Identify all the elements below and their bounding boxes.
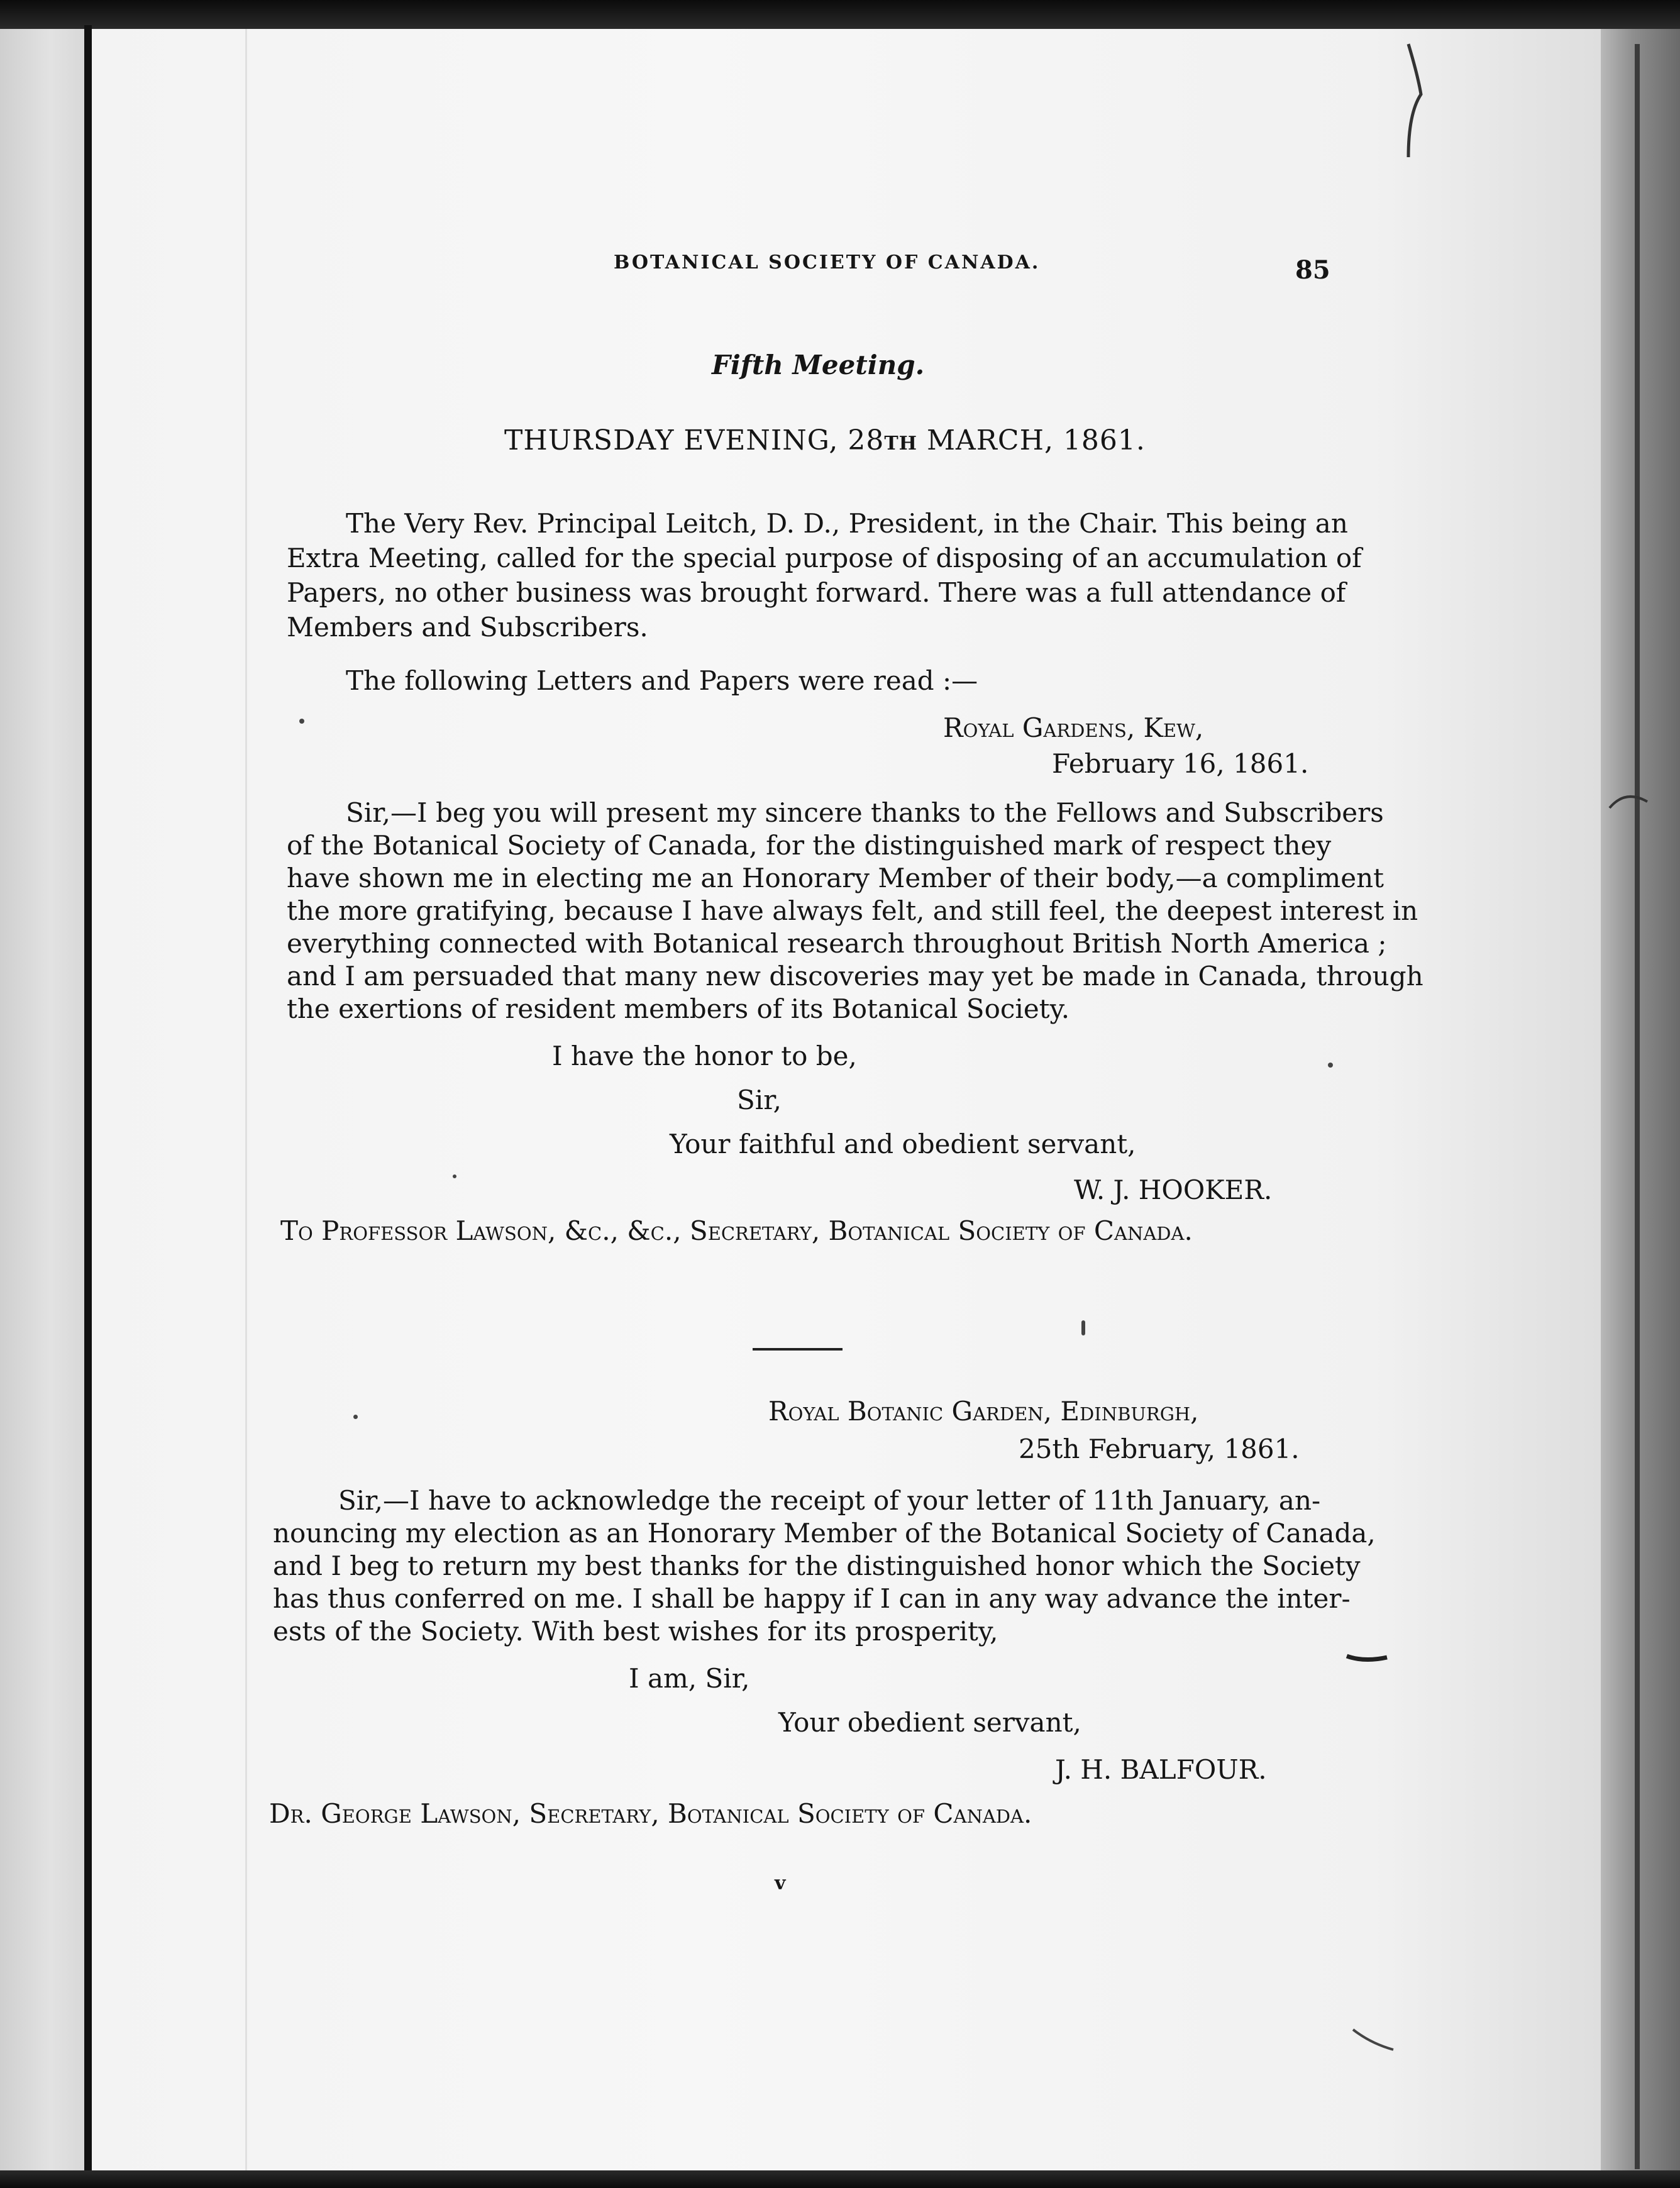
letter1-body-line: Sir,—I beg you will present my sincere thanks to the Fellows and Subscribers [346, 797, 1384, 828]
letter2-body-line: Sir,—I have to acknowledge the receipt of your letter of 11th January, an- [338, 1485, 1321, 1516]
letter1-address: Royal Gardens, Kew, [943, 712, 1204, 743]
letter2-closing-1: I am, Sir, [629, 1663, 750, 1694]
letter2-signature: J. H. BALFOUR. [1055, 1754, 1267, 1785]
letter1-body-line: the exertions of resident members of its Botanical Society. [287, 993, 1070, 1024]
letter1-body-line: the more gratifying, because I have always felt, and still feel, the deepest interest in [287, 895, 1418, 926]
intro-line: Papers, no other business was brought forward. There was a full attendance of [287, 577, 1346, 608]
signature-mark: v [775, 1872, 786, 1894]
running-head: BOTANICAL SOCIETY OF CANADA. [614, 251, 1041, 274]
ink-smudge-right [1346, 1647, 1390, 1666]
right-page-shadow [1601, 29, 1680, 2170]
letter1-body-line: of the Botanical Society of Canada, for the distinguished mark of respect they [287, 830, 1332, 861]
date-heading-part2: MARCH, 1861. [917, 424, 1146, 456]
scan-bottom-border [0, 2170, 1680, 2188]
right-edge-line [1635, 44, 1640, 2169]
letter1-body-line: everything connected with Botanical research throughout British North America ; [287, 928, 1387, 959]
pencil-mark-bottom-right [1352, 2025, 1396, 2056]
date-heading-part1: THURSDAY EVENING, 28 [504, 424, 885, 456]
letter2-body-line: nouncing my election as an Honorary Member of the Botanical Society of Canada, [273, 1518, 1376, 1549]
scan-speck [299, 719, 304, 724]
page-number: 85 [1295, 255, 1330, 285]
left-page-edge [0, 29, 84, 2170]
intro-line: Members and Subscribers. [287, 612, 648, 643]
letter1-signature: W. J. HOOKER. [1074, 1174, 1273, 1205]
letter2-date: 25th February, 1861. [1019, 1434, 1300, 1464]
pencil-mark-right-margin [1606, 789, 1650, 814]
section-divider [753, 1348, 843, 1351]
meeting-title: Fifth Meeting. [712, 350, 925, 380]
letter2-closing-2: Your obedient servant, [778, 1707, 1081, 1738]
letter1-body-line: and I am persuaded that many new discoveries may yet be made in Canada, through [287, 961, 1423, 992]
letter1-body-line: have shown me in electing me an Honorary Member of their body,—a compliment [287, 863, 1384, 893]
letter2-addressee: Dr. George Lawson, Secretary, Botanical Society of Canada. [269, 1798, 1032, 1829]
letter2-body-line: and I beg to return my best thanks for the distinguished honor which the Society [273, 1550, 1361, 1581]
letter1-closing-3: Your faithful and obedient servant, [670, 1129, 1136, 1159]
scan-speck [1081, 1320, 1085, 1335]
pencil-mark-top-right [1390, 38, 1440, 163]
letter2-body-line: has thus conferred on me. I shall be happy if I can in any way advance the inter- [273, 1583, 1351, 1614]
date-heading [504, 424, 1146, 456]
letter2-body-line: ests of the Society. With best wishes for its prosperity, [273, 1616, 998, 1647]
letter2-address: Royal Botanic Garden, Edinburgh, [768, 1396, 1199, 1427]
letter1-date: February 16, 1861. [1052, 748, 1309, 779]
scan-speck [353, 1415, 358, 1419]
scan-speck [453, 1174, 456, 1178]
scan-speck [1328, 1063, 1333, 1068]
page-fold-line [245, 29, 247, 2170]
date-heading-ordinal: TH [884, 433, 917, 455]
letter1-closing-1: I have the honor to be, [552, 1041, 857, 1071]
letter1-addressee: To Professor Lawson, &c., &c., Secretary, Botanical Society of Canada. [280, 1215, 1193, 1246]
letter1-closing-2: Sir, [737, 1085, 782, 1115]
papers-read-line: The following Letters and Papers were read :— [346, 665, 978, 696]
scan-top-border [0, 0, 1680, 29]
intro-line: The Very Rev. Principal Leitch, D. D., President, in the Chair. This being an [346, 508, 1348, 539]
book-spine-line [84, 25, 92, 2175]
intro-line: Extra Meeting, called for the special purpose of disposing of an accumulation of [287, 543, 1362, 573]
